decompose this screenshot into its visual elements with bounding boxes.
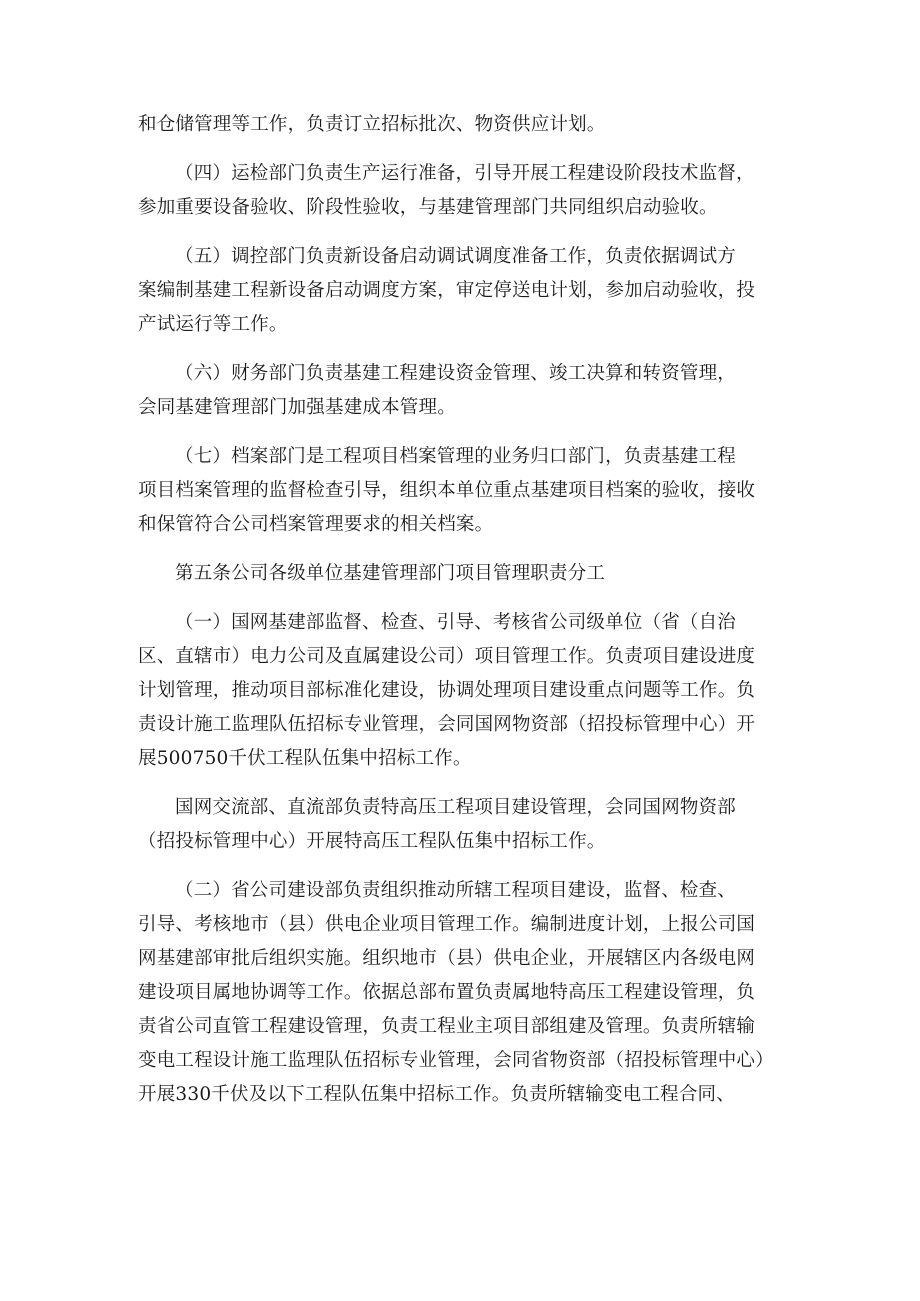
paragraph-state-grid-infrastructure [138, 606, 790, 776]
paragraph-provincial-construction [138, 874, 790, 1112]
text-line: （七）档案部门是工程项目档案管理的业务归口部门，负责基建工程 [175, 446, 737, 467]
text-line: 区、直辖市）电力公司及直属建设公司）项目管理工作。负责项目建设进度 [138, 646, 756, 667]
text-line: 参加重要设备验收、阶段性验收，与基建管理部门共同组织启动验收。 [138, 197, 718, 218]
text-line: （五）调控部门负责新设备启动调试调度准备工作，负责依据调试方 [175, 246, 737, 267]
text-line: 项目档案管理的监督检查引导，组织本单位重点基建项目档案的验收，接收 [138, 480, 756, 501]
text-line: 计划管理，推动项目部标准化建设，协调处理项目建设重点问题等工作。负 [138, 680, 756, 701]
text-line: 责省公司直管工程建设管理，负责工程业主项目部组建及管理。负责所辖输 [138, 1016, 756, 1037]
text-line: 引导、考核地市（县）供电企业项目管理工作。编制进度计划，上报公司国 [138, 914, 756, 935]
text-line: 产试运行等工作。 [138, 314, 288, 335]
text-line: （四）运检部门负责生产运行准备，引导开展工程建设阶段技术监督， [175, 163, 755, 184]
paragraph-ops-maintenance [138, 157, 790, 225]
text-line: 和仓储管理等工作，负责订立招标批次、物资供应计划。 [138, 114, 606, 135]
text-line: 网基建部审批后组织实施。组织地市（县）供电企业，开展辖区内各级电网 [138, 948, 756, 969]
text-line: 开展330千伏及以下工程队伍集中招标工作。负责所辖输变电工程合同、 [138, 1084, 735, 1105]
text-line: 案编制基建工程新设备启动调度方案，审定停送电计划，参加启动验收，投 [138, 280, 756, 301]
text-line: 会同基建管理部门加强基建成本管理。 [138, 397, 456, 418]
text-line: 展500750千伏工程队伍集中招标工作。 [138, 748, 472, 769]
paragraph-warehouse [138, 108, 790, 142]
text-line: （六）财务部门负责基建工程建设资金管理、竣工决算和转资管理， [175, 363, 737, 384]
text-line: （一）国网基建部监督、检查、引导、考核省公司级单位（省（自治 [175, 612, 737, 633]
paragraph-dispatch-control [138, 240, 790, 342]
document-body [138, 108, 790, 1127]
paragraph-finance [138, 357, 790, 425]
text-line: 变电工程设计施工监理队伍招标专业管理，会同省物资部（招投标管理中心） [138, 1050, 774, 1071]
text-line: 第五条公司各级单位基建管理部门项目管理职责分工 [175, 563, 606, 584]
text-line: （招投标管理中心）开展特高压工程队伍集中招标工作。 [138, 831, 606, 852]
text-line: 建设项目属地协调等工作。依据总部布置负责属地特高压工程建设管理，负 [138, 982, 756, 1003]
text-line: 责设计施工监理队伍招标专业管理，会同国网物资部（招投标管理中心）开 [138, 714, 756, 735]
paragraph-uhv [138, 791, 790, 859]
article-heading [138, 557, 790, 591]
text-line: 和保管符合公司档案管理要求的相关档案。 [138, 514, 494, 535]
text-line: （二）省公司建设部负责组织推动所辖工程项目建设，监督、检查、 [175, 880, 737, 901]
text-line: 国网交流部、直流部负责特高压工程项目建设管理，会同国网物资部 [175, 797, 737, 818]
paragraph-archives [138, 440, 790, 542]
